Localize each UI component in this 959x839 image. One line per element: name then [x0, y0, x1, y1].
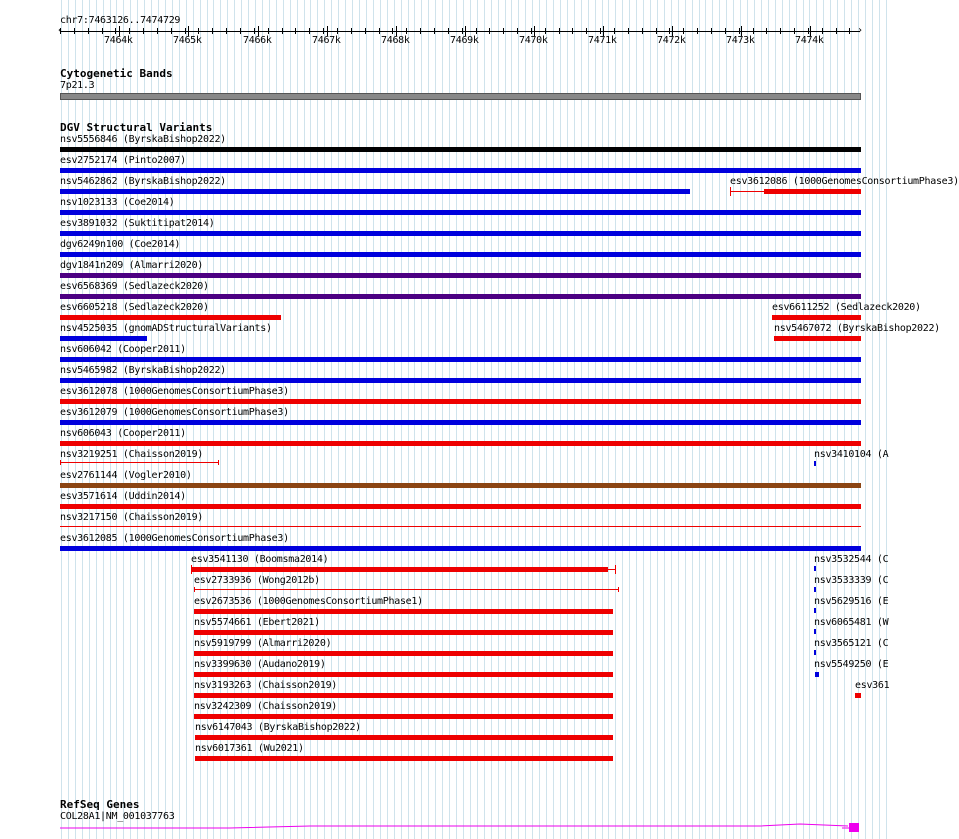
- dgv-feature-bar-esv2673536[interactable]: [194, 609, 613, 614]
- dgv-feature-bar-esv2752174[interactable]: [60, 168, 861, 173]
- ruler-minor-tick: [780, 28, 781, 34]
- dgv-feature-bar-esv3612086[interactable]: [764, 189, 861, 194]
- dgv-feature-end-cap: [60, 460, 61, 465]
- dgv-feature-label-nsv3217150[interactable]: nsv3217150 (Chaisson2019): [60, 512, 204, 523]
- ruler-tick-label: 7466k: [243, 35, 272, 46]
- ruler-minor-tick: [198, 28, 199, 34]
- dgv-feature-label-nsv3219251[interactable]: nsv3219251 (Chaisson2019): [60, 449, 204, 460]
- cytoband-7p21-3[interactable]: [60, 93, 861, 100]
- dgv-feature-label-esv2673536[interactable]: esv2673536 (1000GenomesConsortiumPhase1): [194, 596, 423, 607]
- ruler-tick-label: 7472k: [657, 35, 686, 46]
- ruler-tick-label: 7473k: [726, 35, 755, 46]
- ruler-minor-tick: [545, 28, 546, 34]
- ruler-minor-tick: [503, 28, 504, 34]
- dgv-feature-label-nsv606043[interactable]: nsv606043 (Cooper2011): [60, 428, 186, 439]
- dgv-feature-label-esv3571614[interactable]: esv3571614 (Uddin2014): [60, 491, 186, 502]
- dgv-feature-bar-dgv6249n100[interactable]: [60, 252, 861, 257]
- dgv-feature-label-nsv3242309[interactable]: nsv3242309 (Chaisson2019): [194, 701, 338, 712]
- dgv-feature-bar-nsv3242309[interactable]: [194, 714, 613, 719]
- dgv-feature-bar-esv3541130[interactable]: [191, 567, 608, 572]
- ruler-minor-tick: [226, 28, 227, 34]
- grid-line: [865, 0, 866, 839]
- dgv-feature-bar-esv6605218[interactable]: [60, 315, 281, 320]
- ruler-minor-tick: [282, 28, 283, 34]
- dgv-feature-bar-nsv5462862[interactable]: [60, 189, 690, 194]
- dgv-feature-bar-esv2733936[interactable]: [194, 589, 619, 590]
- ruler-minor-tick: [185, 28, 186, 34]
- dgv-feature-bar-nsv6065481[interactable]: [814, 629, 816, 634]
- dgv-feature-label-nsv5467072[interactable]: nsv5467072 (ByrskaBishop2022): [774, 323, 940, 334]
- ruler-minor-tick: [517, 28, 518, 34]
- dgv-feature-bar-nsv3219251[interactable]: [60, 462, 219, 463]
- dgv-feature-label-esv3612078[interactable]: esv3612078 (1000GenomesConsortiumPhase3): [60, 386, 289, 397]
- dgv-feature-label-nsv5462862[interactable]: nsv5462862 (ByrskaBishop2022): [60, 176, 226, 187]
- dgv-feature-label-nsv5549250[interactable]: nsv5549250 (E: [814, 659, 889, 670]
- dgv-feature-end-cap: [194, 587, 195, 592]
- dgv-feature-bar-nsv5574661[interactable]: [194, 630, 613, 635]
- ruler-minor-tick: [531, 28, 532, 34]
- dgv-feature-end-cap: [730, 187, 731, 196]
- dgv-feature-end-cap: [218, 460, 219, 465]
- dgv-feature-bar-nsv3399630[interactable]: [194, 672, 613, 677]
- ruler-minor-tick: [295, 28, 296, 34]
- ruler-minor-tick: [711, 28, 712, 34]
- dgv-feature-bar-nsv5919799[interactable]: [194, 651, 613, 656]
- dgv-feature-bar-nsv6147043[interactable]: [195, 735, 613, 740]
- dgv-feature-thin-line: [730, 191, 764, 192]
- ruler-minor-tick: [559, 28, 560, 34]
- dgv-feature-label-esv6605218[interactable]: esv6605218 (Sedlazeck2020): [60, 302, 209, 313]
- refseq-track-title[interactable]: RefSeq Genes: [60, 798, 140, 811]
- dgv-feature-bar-nsv1023133[interactable]: [60, 210, 861, 215]
- dgv-feature-label-nsv6017361[interactable]: nsv6017361 (Wu2021): [195, 743, 304, 754]
- dgv-feature-bar-nsv3533339[interactable]: [814, 587, 816, 592]
- ruler-minor-tick: [171, 28, 172, 34]
- ruler-minor-tick: [74, 28, 75, 34]
- ruler-minor-tick: [642, 28, 643, 34]
- refseq-gene-label[interactable]: COL28A1|NM_001037763: [60, 811, 175, 822]
- ruler-minor-tick: [268, 28, 269, 34]
- dgv-feature-label-esv3612085[interactable]: esv3612085 (1000GenomesConsortiumPhase3): [60, 533, 289, 544]
- dgv-feature-label-esv6611252[interactable]: esv6611252 (Sedlazeck2020): [772, 302, 921, 313]
- ruler-tick-label: 7469k: [450, 35, 479, 46]
- dgv-feature-label-nsv606042[interactable]: nsv606042 (Cooper2011): [60, 344, 186, 355]
- ruler-minor-tick: [683, 28, 684, 34]
- ruler-minor-tick: [614, 28, 615, 34]
- ruler-minor-tick: [323, 28, 324, 34]
- ruler-left-arrow: ‹: [57, 25, 63, 36]
- ruler-tick-label: 7464k: [104, 35, 133, 46]
- dgv-feature-bar-nsv3217150[interactable]: [60, 526, 861, 527]
- ruler-right-arrow: ›: [857, 25, 863, 36]
- dgv-feature-label-esv3612086[interactable]: esv3612086 (1000GenomesConsortiumPhase3): [730, 176, 959, 187]
- dgv-feature-bar-nsv3410104[interactable]: [814, 461, 816, 466]
- dgv-feature-label-nsv6065481[interactable]: nsv6065481 (W: [814, 617, 889, 628]
- dgv-feature-label-esv2733936[interactable]: esv2733936 (Wong2012b): [194, 575, 320, 586]
- ruler-minor-tick: [462, 28, 463, 34]
- ruler-minor-tick: [337, 28, 338, 34]
- dgv-feature-bar-esv3571614[interactable]: [60, 504, 861, 509]
- dgv-feature-bar-nsv5467072[interactable]: [774, 336, 861, 341]
- ruler-minor-tick: [240, 28, 241, 34]
- dgv-feature-label-nsv5465982[interactable]: nsv5465982 (ByrskaBishop2022): [60, 365, 226, 376]
- ruler-tick-label: 7468k: [381, 35, 410, 46]
- ruler-minor-tick: [448, 28, 449, 34]
- ruler-minor-tick: [379, 28, 380, 34]
- ruler-minor-tick: [808, 28, 809, 34]
- dgv-feature-label-nsv5919799[interactable]: nsv5919799 (Almarri2020): [194, 638, 332, 649]
- ruler-minor-tick: [102, 28, 103, 34]
- ruler-axis: [60, 31, 860, 32]
- ruler-tick-label: 7474k: [795, 35, 824, 46]
- dgv-feature-bar-esv6611252[interactable]: [772, 315, 861, 320]
- ruler-minor-tick: [836, 28, 837, 34]
- cytoband-label: 7p21.3: [60, 80, 95, 91]
- ruler-minor-tick: [309, 28, 310, 34]
- dgv-feature-label-nsv3533339[interactable]: nsv3533339 (C: [814, 575, 889, 586]
- dgv-feature-label-esv3541130[interactable]: esv3541130 (Boomsma2014): [191, 554, 329, 565]
- ruler-minor-tick: [157, 28, 158, 34]
- dgv-feature-bar-nsv606043[interactable]: [60, 441, 861, 446]
- dgv-feature-label-esv2761144[interactable]: esv2761144 (Vogler2010): [60, 470, 192, 481]
- ruler-minor-tick: [572, 28, 573, 34]
- position-label: chr7:7463126..7474729: [60, 15, 181, 26]
- dgv-feature-label-esv6568369[interactable]: esv6568369 (Sedlazeck2020): [60, 281, 209, 292]
- ruler-minor-tick: [739, 28, 740, 34]
- dgv-feature-label-nsv3565121[interactable]: nsv3565121 (C: [814, 638, 889, 649]
- ruler-minor-tick: [600, 28, 601, 34]
- dgv-feature-label-nsv6147043[interactable]: nsv6147043 (ByrskaBishop2022): [195, 722, 361, 733]
- ruler-minor-tick: [794, 28, 795, 34]
- dgv-feature-bar-esv3612079[interactable]: [60, 420, 861, 425]
- dgv-feature-bar-nsv606042[interactable]: [60, 357, 861, 362]
- grid-line: [872, 0, 873, 839]
- ruler-tick-label: 7465k: [173, 35, 202, 46]
- dgv-feature-bar-esv3612085[interactable]: [60, 546, 861, 551]
- ruler-minor-tick: [697, 28, 698, 34]
- dgv-feature-label-nsv5629516[interactable]: nsv5629516 (E: [814, 596, 889, 607]
- dgv-feature-label-nsv3410104[interactable]: nsv3410104 (A: [814, 449, 889, 460]
- grid-line: [886, 0, 887, 839]
- dgv-feature-bar-nsv3532544[interactable]: [814, 566, 816, 571]
- dgv-feature-label-dgv1841n209[interactable]: dgv1841n209 (Almarri2020): [60, 260, 204, 271]
- dgv-feature-label-esv2752174[interactable]: esv2752174 (Pinto2007): [60, 155, 186, 166]
- dgv-feature-bar-nsv5549250[interactable]: [815, 672, 819, 677]
- ruler-minor-tick: [351, 28, 352, 34]
- ruler-minor-tick: [725, 28, 726, 34]
- dgv-feature-label-esv3891032[interactable]: esv3891032 (Suktitipat2014): [60, 218, 215, 229]
- dgv-feature-bar-nsv5465982[interactable]: [60, 378, 861, 383]
- ruler-minor-tick: [365, 28, 366, 34]
- dgv-feature-bar-nsv4525035[interactable]: [60, 336, 147, 341]
- refseq-exon: [849, 823, 859, 832]
- dgv-track-title[interactable]: DGV Structural Variants: [60, 121, 213, 134]
- ruler-minor-tick: [115, 28, 116, 34]
- dgv-feature-label-nsv5556846[interactable]: nsv5556846 (ByrskaBishop2022): [60, 134, 226, 145]
- ruler-minor-tick: [212, 28, 213, 34]
- dgv-feature-label-nsv5574661[interactable]: nsv5574661 (Ebert2021): [194, 617, 320, 628]
- dgv-feature-bar-esv361[interactable]: [855, 693, 861, 698]
- cytobands-track-title[interactable]: Cytogenetic Bands: [60, 67, 173, 80]
- ruler-tick-label: 7471k: [588, 35, 617, 46]
- dgv-feature-label-nsv1023133[interactable]: nsv1023133 (Coe2014): [60, 197, 175, 208]
- ruler-tick-label: 7470k: [519, 35, 548, 46]
- ruler-minor-tick: [489, 28, 490, 34]
- ruler-minor-tick: [656, 28, 657, 34]
- ruler-minor-tick: [406, 28, 407, 34]
- dgv-feature-end-cap: [615, 565, 616, 574]
- grid-line: [879, 0, 880, 839]
- dgv-feature-bar-nsv3565121[interactable]: [814, 650, 816, 655]
- dgv-feature-bar-nsv6017361[interactable]: [195, 756, 613, 761]
- ruler-minor-tick: [628, 28, 629, 34]
- dgv-feature-bar-esv3891032[interactable]: [60, 231, 861, 236]
- dgv-feature-label-nsv3399630[interactable]: nsv3399630 (Audano2019): [194, 659, 326, 670]
- dgv-feature-bar-nsv3193263[interactable]: [194, 693, 613, 698]
- dgv-feature-label-esv361[interactable]: esv361: [855, 680, 890, 691]
- dgv-feature-label-esv3612079[interactable]: esv3612079 (1000GenomesConsortiumPhase3): [60, 407, 289, 418]
- ruler-minor-tick: [753, 28, 754, 34]
- dgv-feature-label-dgv6249n100[interactable]: dgv6249n100 (Coe2014): [60, 239, 181, 250]
- ruler-minor-tick: [669, 28, 670, 34]
- dgv-feature-end-cap: [618, 587, 619, 592]
- dgv-feature-label-nsv3532544[interactable]: nsv3532544 (C: [814, 554, 889, 565]
- dgv-feature-bar-esv6568369[interactable]: [60, 294, 861, 299]
- refseq-gene-model[interactable]: [0, 818, 890, 836]
- ruler-minor-tick: [822, 28, 823, 34]
- dgv-feature-bar-nsv5556846[interactable]: [60, 147, 861, 152]
- dgv-feature-label-nsv3193263[interactable]: nsv3193263 (Chaisson2019): [194, 680, 338, 691]
- ruler-minor-tick: [392, 28, 393, 34]
- dgv-feature-bar-esv2761144[interactable]: [60, 483, 861, 488]
- ruler-minor-tick: [849, 28, 850, 34]
- ruler-minor-tick: [254, 28, 255, 34]
- dgv-feature-end-cap: [191, 565, 192, 574]
- ruler-minor-tick: [420, 28, 421, 34]
- ruler-tick-label: 7467k: [312, 35, 341, 46]
- ruler-minor-tick: [766, 28, 767, 34]
- ruler-minor-tick: [586, 28, 587, 34]
- ruler-minor-tick: [434, 28, 435, 34]
- refseq-intron-line: [60, 824, 848, 828]
- ruler-minor-tick: [129, 28, 130, 34]
- dgv-feature-bar-esv3612078[interactable]: [60, 399, 861, 404]
- ruler-minor-tick: [143, 28, 144, 34]
- dgv-feature-bar-dgv1841n209[interactable]: [60, 273, 861, 278]
- ruler-minor-tick: [476, 28, 477, 34]
- dgv-feature-bar-nsv5629516[interactable]: [814, 608, 816, 613]
- ruler-minor-tick: [88, 28, 89, 34]
- dgv-feature-label-nsv4525035[interactable]: nsv4525035 (gnomADStructuralVariants): [60, 323, 272, 334]
